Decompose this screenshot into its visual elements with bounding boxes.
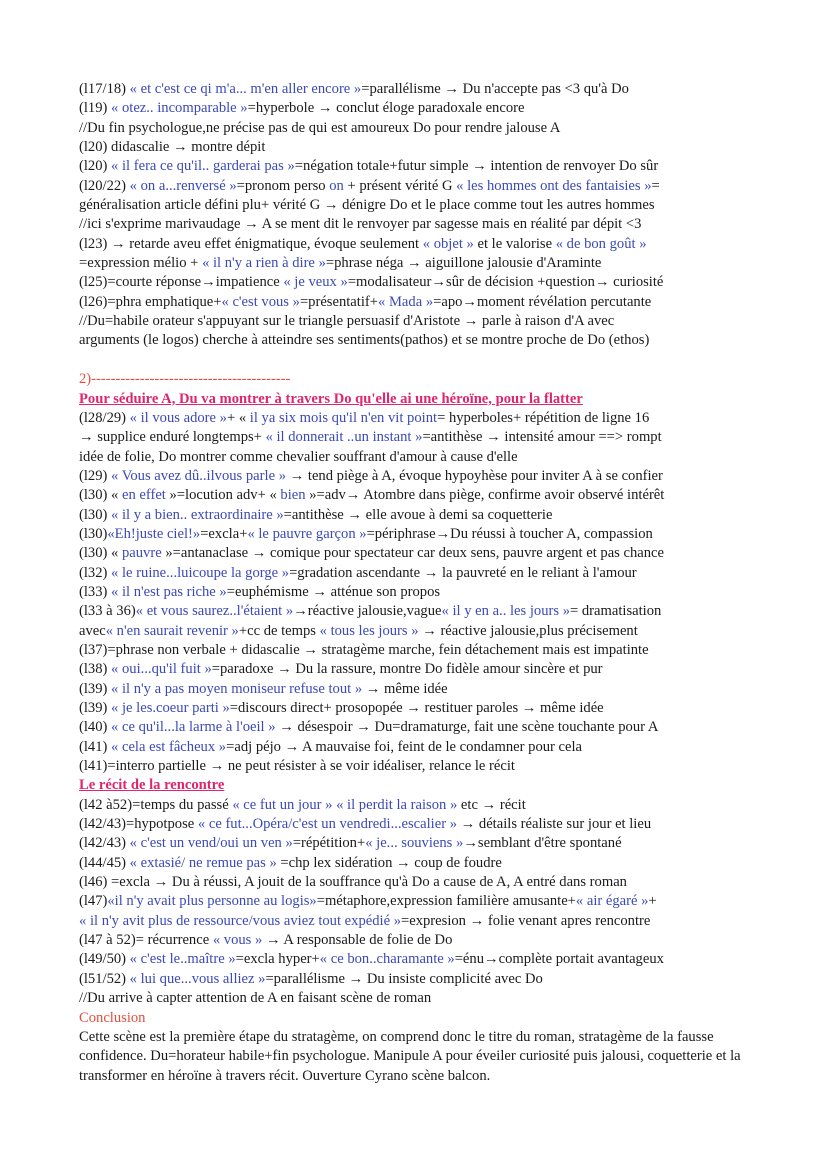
text-segment: //Du arrive à capter attention de A en faisant scène de roman	[79, 990, 432, 1007]
text-segment: =apo→moment révélation percutante	[433, 293, 652, 310]
text-line	[79, 331, 768, 350]
quote-segment: « il n'y a pas moyen moniseur refuse tout »	[111, 680, 363, 697]
text-segment: = dramatisation	[570, 603, 662, 620]
text-segment: =parallélisme → Du insiste complicité avec Do	[265, 970, 543, 987]
text-segment: =	[651, 177, 660, 194]
text-segment: (l28/29)	[79, 409, 130, 426]
quote-segment: « extasié/ ne remue pas »	[129, 854, 277, 871]
text-segment: =expression mélio +	[79, 255, 203, 272]
quote-segment: « le pauvre garçon »	[247, 525, 367, 542]
quote-segment: « les hommes ont des fantaisies »	[456, 177, 652, 194]
text-segment: arguments (le logos) cherche à atteindre ses sentiments(pathos) et se montre proche de Do (ethos)	[79, 332, 650, 349]
text-segment: (l41)	[79, 738, 112, 755]
text-line	[79, 796, 768, 815]
text-segment: =parallélisme → Du n'accepte pas <3 qu'à Do	[361, 81, 629, 97]
quote-segment: bien	[280, 487, 306, 504]
text-segment: (l30)	[79, 506, 112, 523]
text-line	[79, 254, 768, 273]
text-segment: =adj péjo → A mauvaise foi, feint de le condamner pour cela	[226, 738, 583, 755]
text-segment: =périphrase→Du réussi à toucher A, compassion	[366, 525, 653, 542]
text-line	[79, 931, 768, 950]
quote-segment: « tous les jours »	[319, 622, 419, 639]
text-line	[79, 119, 768, 138]
conclusion-text: Cette scène est la première étape du stratagème, on comprend donc le titre du roman, stratagème de la fausse confidence. Du=horateur habile+fin psychologue. Manipule A pour éveiler curiosité puis jalousi, coquetterie et la transformer en héroïne à travers récit. Ouverture Cyrano scène balcon.	[79, 1028, 741, 1084]
quote-segment: on	[329, 177, 344, 194]
quote-segment: «Eh!juste ciel!»	[107, 525, 201, 542]
text-segment: → A responsable de folie de Do	[262, 932, 453, 949]
text-segment: +	[648, 893, 657, 910]
text-segment: et le valorise	[473, 235, 556, 252]
text-segment: (l42/43)=hypotpose	[79, 816, 198, 833]
text-segment: =antithèse → intensité amour ==> rompt	[422, 429, 662, 446]
text-segment: → réactive jalousie,plus précisement	[418, 622, 638, 639]
quote-segment: « je veux »	[283, 274, 348, 291]
text-segment: (l40)	[79, 719, 112, 736]
text-segment: (l38)	[79, 661, 112, 678]
text-segment: =paradoxe → Du la rassure, montre Do fidèle amour sincère et pur	[211, 661, 603, 678]
text-segment: (l20)	[79, 158, 112, 175]
text-segment: (l29)	[79, 467, 112, 484]
text-line	[79, 467, 768, 486]
text-segment: (l41)=interro partielle → ne peut résister à se voir idéaliser, relance le récit	[79, 758, 515, 775]
text-segment: (l42/43)	[79, 835, 130, 852]
text-line	[79, 989, 768, 1008]
text-line	[79, 718, 768, 737]
text-segment: (l25)=courte réponse→impatience	[79, 274, 284, 291]
text-line	[79, 660, 768, 679]
quote-segment: « il y en a.. les jours »	[441, 603, 570, 620]
text-segment: (l19)	[79, 100, 112, 117]
text-segment: =phrase néga → aiguillone jalousie d'Araminte	[325, 255, 602, 272]
quote-segment: « ce fut...Opéra/c'est un vendredi...escalier »	[197, 816, 458, 833]
text-segment: (l47 à 52)= récurrence	[79, 932, 213, 949]
text-segment: (l39)	[79, 680, 112, 697]
quote-segment: « air égaré »	[575, 893, 649, 910]
text-segment: généralisation article défini plu+ vérité G → dénigre Do et le place comme tout les autres hommes	[79, 197, 655, 214]
text-line	[79, 486, 768, 505]
analysis-part-3	[79, 796, 768, 1009]
text-segment: → supplice enduré longtemps+	[79, 429, 266, 446]
text-segment: +cc de temps	[238, 622, 320, 639]
text-line	[79, 544, 768, 563]
text-line	[79, 235, 768, 254]
section-2-heading: Pour séduire A, Du va montrer à travers Do qu'elle ai une héroïne, pour la flatter	[79, 390, 583, 407]
text-segment: »=locution adv+ «	[165, 487, 281, 504]
text-segment: =présentatif+	[299, 293, 378, 310]
text-line	[79, 177, 768, 196]
text-segment: →semblant d'être spontané	[463, 835, 622, 852]
text-line	[79, 157, 768, 176]
text-segment: (l33)	[79, 583, 112, 600]
text-segment: (l30) «	[79, 487, 122, 504]
text-segment: (l30)	[79, 525, 108, 542]
quote-segment: « c'est le..maître »	[129, 951, 236, 968]
text-line	[79, 428, 768, 447]
quote-segment: « cela est fâcheux »	[111, 738, 227, 755]
text-segment: (l33 à 36)	[79, 603, 136, 620]
text-line	[79, 564, 768, 583]
quote-segment: « il n'y a rien à dire »	[202, 255, 326, 272]
quote-segment: « ce bon..charamante »	[319, 951, 455, 968]
text-line	[79, 622, 768, 641]
text-segment: =chp lex sidération → coup de foudre	[276, 854, 502, 871]
text-segment: + «	[226, 409, 250, 426]
text-segment: (l20/22)	[79, 177, 130, 194]
text-line	[79, 873, 768, 892]
text-segment: → même idée	[362, 680, 448, 697]
section-3-heading: Le récit de la rencontre	[79, 777, 225, 794]
analysis-part-2	[79, 409, 768, 777]
quote-segment: « Mada »	[378, 293, 434, 310]
text-line	[79, 815, 768, 834]
text-line	[79, 854, 768, 873]
text-segment: idée de folie, Do montrer comme chevalier souffrant d'amour à cause d'elle	[79, 448, 518, 465]
text-line	[79, 757, 768, 776]
quote-segment: « et c'est ce qi m'a... m'en aller encore »	[129, 81, 362, 97]
text-segment: (l37)=phrase non verbale + didascalie → stratagème marche, fein détachement mais est impatinte	[79, 641, 649, 658]
quote-segment: « n'en saurait revenir »	[105, 622, 239, 639]
text-line	[79, 602, 768, 621]
text-segment: =négation totale+futur simple → intention de renvoyer Do sûr	[294, 158, 659, 175]
quote-segment: « Vous avez dû..ilvous parle »	[111, 467, 286, 484]
text-segment: (l46) =excla → Du à réussi, A jouit de la souffrance qu'à Do a cause de A, A entré dans roman	[79, 874, 627, 891]
quote-segment: « oui...qu'il fuit »	[111, 661, 212, 678]
quote-segment: « objet »	[422, 235, 474, 252]
text-segment: (l30) «	[79, 545, 122, 562]
text-segment: (l39)	[79, 700, 112, 716]
quote-segment: « je... souviens »	[365, 835, 464, 852]
text-segment: =excla hyper+	[235, 951, 320, 968]
quote-segment: « il n'y avit plus de ressource/vous aviez tout expédié »	[79, 912, 401, 929]
quote-segment: pauvre	[121, 545, 162, 562]
text-segment: = hyperboles+ répétition de ligne 16	[437, 409, 650, 426]
quote-segment: « ce fut un jour »	[232, 796, 333, 813]
text-segment: =répétition+	[292, 835, 366, 852]
quote-segment: « otez.. incomparable »	[111, 100, 248, 117]
text-line	[79, 215, 768, 234]
quote-segment: « il fera ce qu'il.. garderai pas »	[111, 158, 295, 175]
text-line	[79, 641, 768, 660]
text-line	[79, 699, 768, 718]
text-line	[79, 138, 768, 157]
text-segment: → désespoir → Du=dramaturge, fait une scène touchante pour A	[275, 719, 659, 736]
text-segment: →réactive jalousie,vague	[293, 603, 442, 620]
text-line	[79, 834, 768, 853]
text-line	[79, 506, 768, 525]
text-segment: =expresion → folie venant apres rencontre	[401, 912, 651, 929]
quote-segment: « je les.coeur parti »	[111, 700, 230, 716]
section-2-number: 2)-----------------------------------------	[79, 371, 291, 388]
text-segment: =gradation ascendante → la pauvreté en le reliant à l'amour	[289, 564, 637, 581]
quote-segment: « c'est un vend/oui un ven »	[129, 835, 293, 852]
text-segment: + présent vérité G	[343, 177, 457, 194]
quote-segment: « lui que...vous alliez »	[129, 970, 266, 987]
text-line	[79, 196, 768, 215]
text-segment: (l26)=phra emphatique+	[79, 293, 222, 310]
text-line	[79, 892, 768, 911]
text-segment: (l42 à52)=temps du passé	[79, 796, 233, 813]
text-line	[79, 448, 768, 467]
text-line	[79, 80, 768, 99]
blank-line	[79, 351, 768, 370]
text-segment: (l23) → retarde aveu effet énigmatique, évoque seulement	[79, 235, 423, 252]
text-segment: (l44/45)	[79, 854, 130, 871]
text-segment: =discours direct+ prosopopée → restituer paroles → même idée	[229, 700, 604, 716]
quote-segment: « ce qu'il...la larme à l'oeil »	[111, 719, 276, 736]
quote-segment: en effet	[121, 487, 166, 504]
text-segment: =antithèse → elle avoue à demi sa coquetterie	[283, 506, 553, 523]
text-segment: =excla+	[200, 525, 248, 542]
text-line	[79, 273, 768, 292]
text-segment: (l17/18)	[79, 81, 130, 97]
text-segment: =euphémisme → atténue son propos	[226, 583, 441, 600]
text-line	[79, 99, 768, 118]
text-segment: (l51/52)	[79, 970, 130, 987]
quote-segment: « c'est vous »	[221, 293, 300, 310]
quote-segment: « il donnerait ..un instant »	[265, 429, 423, 446]
text-segment: //Du fin psychologue,ne précise pas de qui est amoureux Do pour rendre jalouse A	[79, 119, 561, 136]
text-line	[79, 583, 768, 602]
text-line	[79, 680, 768, 699]
text-line	[79, 970, 768, 989]
quote-segment: « de bon goût »	[555, 235, 647, 252]
text-segment: (l49/50)	[79, 951, 130, 968]
quote-segment: « vous »	[212, 932, 263, 949]
text-segment: //Du=habile orateur s'appuyant sur le triangle persuasif d'Aristote → parle à raison d'A avec	[79, 313, 615, 330]
text-line	[79, 293, 768, 312]
quote-segment: « il n'est pas riche »	[111, 583, 227, 600]
text-segment: → détails réaliste sur jour et lieu	[457, 816, 652, 833]
text-segment: =hyperbole → conclut éloge paradoxale encore	[247, 100, 525, 117]
text-segment: =pronom perso	[236, 177, 330, 194]
quote-segment: « le ruine...luicoupe la gorge »	[111, 564, 290, 581]
analysis-part-1	[79, 80, 768, 351]
quote-segment: « il vous adore »	[129, 409, 227, 426]
text-line	[79, 738, 768, 757]
text-segment: =énu→complète portait avantageux	[454, 951, 664, 968]
text-line	[79, 312, 768, 331]
conclusion-heading: Conclusion	[79, 1009, 146, 1026]
quote-segment: « et vous saurez..l'étaient »	[135, 603, 294, 620]
quote-segment: «il n'y avait plus personne au logis»	[107, 893, 317, 910]
text-line	[79, 409, 768, 428]
text-segment: (l20) didascalie → montre dépit	[79, 139, 266, 156]
text-line	[79, 525, 768, 544]
quote-segment: « il perdit la raison »	[336, 796, 458, 813]
quote-segment: il ya six mois qu'il n'en vit point	[249, 409, 438, 426]
text-segment: »=antanaclase → comique pour spectateur car deux sens, pauvre argent et pas chance	[161, 545, 664, 562]
text-segment: (l47)	[79, 893, 108, 910]
text-line	[79, 912, 768, 931]
text-segment: (l32)	[79, 564, 112, 581]
text-segment: → tend piège à A, évoque hypoyhèse pour inviter A à se confier	[286, 467, 663, 484]
text-segment: avec	[79, 622, 106, 639]
text-segment: //ici s'exprime marivaudage → A se ment dit le renvoyer par sagesse mais en réalité par dépit <3	[79, 216, 642, 233]
text-segment: =modalisateur→sûr de décision +question→ curiosité	[347, 274, 664, 291]
text-segment: etc → récit	[457, 796, 526, 813]
text-segment: =métaphore,expression familière amusante+	[316, 893, 576, 910]
text-line	[79, 950, 768, 969]
quote-segment: « on a...renversé »	[129, 177, 237, 194]
quote-segment: « il y a bien.. extraordinaire »	[111, 506, 284, 523]
text-segment: »=adv→ Atombre dans piège, confirme avoir observé intérêt	[305, 487, 665, 504]
